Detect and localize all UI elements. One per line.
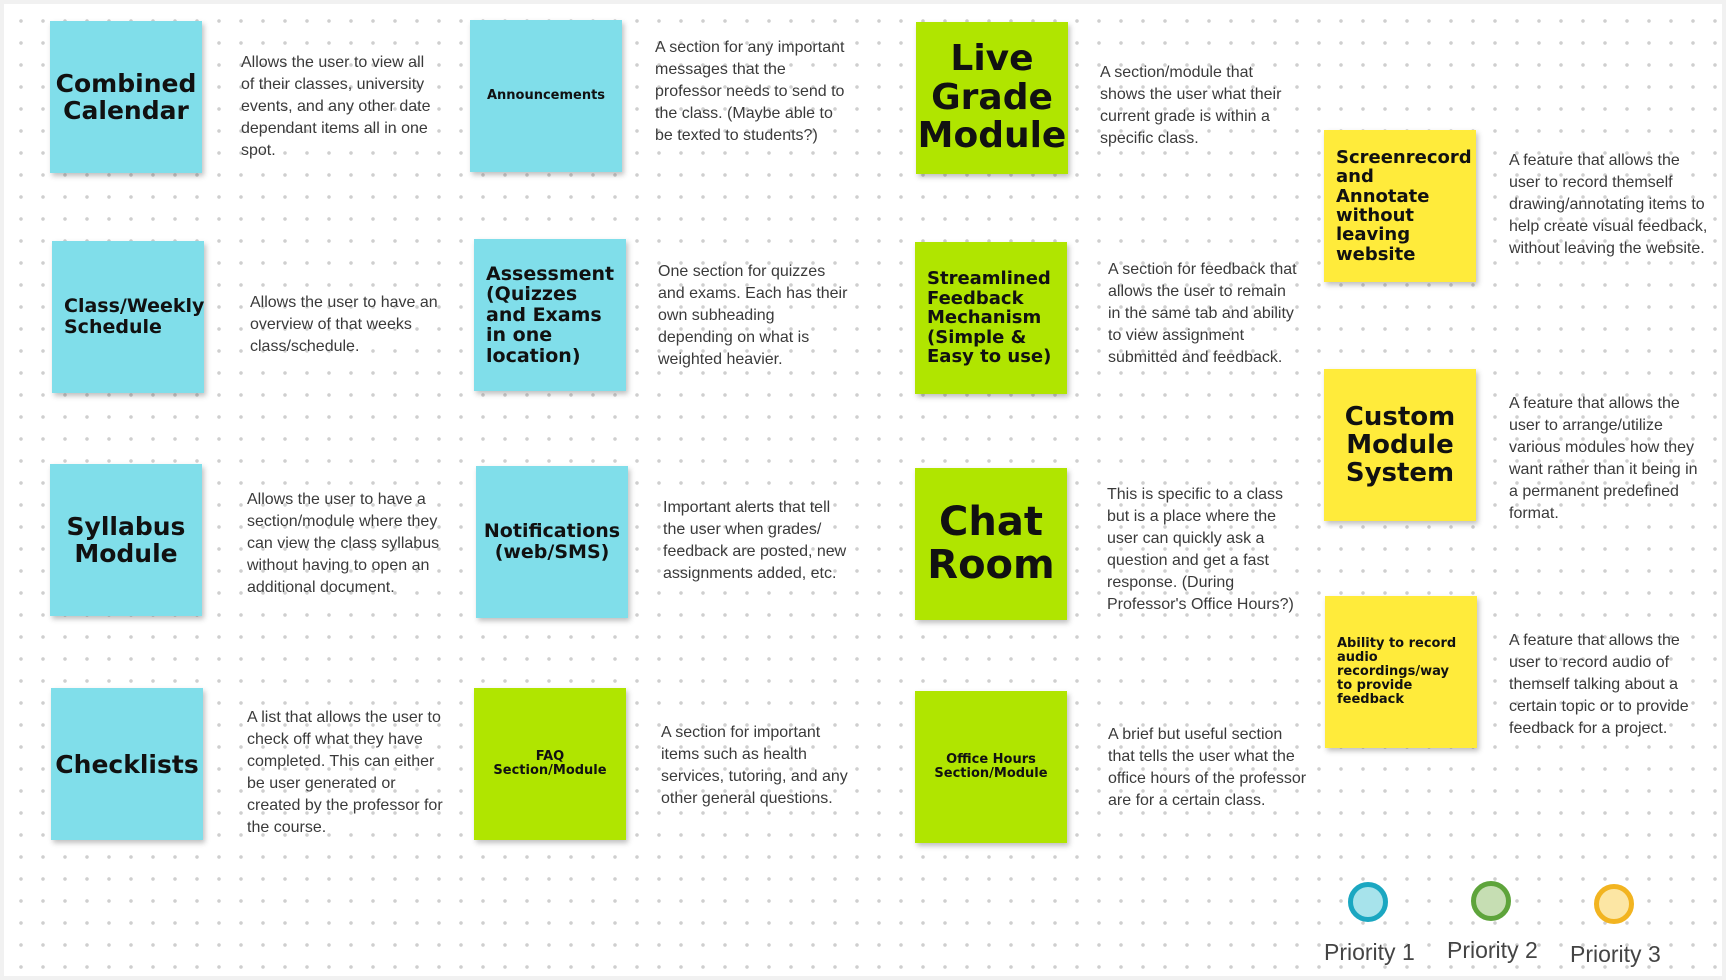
sticky-note-notifications[interactable]: Notifications (web/SMS) — [476, 466, 628, 618]
note-description-office-hours: A brief but useful section that tells the user what the office hours of the professor are for a certain class. — [1108, 726, 1307, 809]
note-description-syllabus-module: Allows the user to have a section/module where they can view the class syllabus without having to open an additional document. — [247, 491, 440, 596]
note-description-custom-module-system: A feature that allows the user to arrange/utilize various modules how they want rather than it being in a permanent predefined format. — [1509, 395, 1698, 522]
sticky-note-announcements[interactable]: Announcements — [470, 20, 622, 172]
sticky-note-syllabus-module[interactable]: Syllabus Module — [50, 464, 202, 616]
note-description-class-weekly-schedule: Allows the user to have an overview of that weeks class/schedule. — [250, 294, 438, 355]
priority-1-label: Priority 1 — [1324, 939, 1415, 965]
sticky-note-chat-room[interactable]: Chat Room — [915, 468, 1067, 620]
note-description-combined-calendar: Allows the user to view all of their classes, university events, and any other date dependant items all in one spot. — [241, 54, 431, 159]
sticky-note-custom-module-system[interactable]: Custom Module System — [1324, 369, 1476, 521]
sticky-note-assessment[interactable]: Assessment (Quizzes and Exams in one location) — [474, 239, 626, 391]
priority-3-label: Priority 3 — [1570, 941, 1661, 967]
note-description-live-grade-module: A section/module that shows the user what their current grade is within a specific class. — [1100, 64, 1282, 147]
note-description-chat-room: This is specific to a class but is a place where the user can quickly ask a question and get a fast response. (During Professor's Office Hours?) — [1107, 486, 1294, 613]
sticky-note-streamlined-feedback[interactable]: Streamlined Feedback Mechanism (Simple & Easy to use) — [915, 242, 1067, 394]
sticky-note-live-grade-module[interactable]: Live Grade Module — [916, 22, 1068, 174]
note-description-checklists: A list that allows the user to check off what they have completed. This can either be user generated or created by the professor for the course. — [247, 709, 443, 836]
priority-3-circle-icon — [1594, 884, 1634, 924]
sticky-note-class-weekly-schedule[interactable]: Class/Weekly Schedule — [52, 241, 204, 393]
sticky-note-checklists[interactable]: Checklists — [51, 688, 203, 840]
note-description-screenrecord-annotate: A feature that allows the user to record themself drawing/annotating items to help create visual feedback, without leaving the website. — [1509, 152, 1708, 257]
note-description-announcements: A section for any important messages that the professor needs to send to the class. (Maybe able to be texted to students?) — [655, 39, 845, 144]
sticky-note-combined-calendar[interactable]: Combined Calendar — [50, 21, 202, 173]
note-description-streamlined-feedback: A section for feedback that allows the user to remain in the same tab and ability to view assignment submitted and feedback. — [1108, 261, 1297, 366]
note-description-audio-recordings: A feature that allows the user to record audio of themself talking about a certain topic or to provide feedback for a project. — [1509, 632, 1689, 737]
note-description-faq-section: A section for important items such as health services, tutoring, and any other general questions. — [661, 724, 848, 807]
whiteboard-canvas — [4, 4, 1722, 976]
sticky-note-faq-section[interactable]: FAQ Section/Module — [474, 688, 626, 840]
note-description-assessment: One section for quizzes and exams. Each has their own subheading depending on what is weighted heavier. — [658, 263, 848, 368]
priority-2-circle-icon — [1471, 881, 1511, 921]
note-description-notifications: Important alerts that tell the user when grades/ feedback are posted, new assignments added, etc. — [663, 499, 847, 582]
priority-1-circle-icon — [1348, 882, 1388, 922]
sticky-note-audio-recordings[interactable]: Ability to record audio recordings/way to provide feedback — [1325, 596, 1477, 748]
sticky-note-office-hours[interactable]: Office Hours Section/Module — [915, 691, 1067, 843]
sticky-note-screenrecord-annotate[interactable]: Screenrecord and Annotate without leaving website — [1324, 130, 1476, 282]
priority-2-label: Priority 2 — [1447, 937, 1538, 963]
